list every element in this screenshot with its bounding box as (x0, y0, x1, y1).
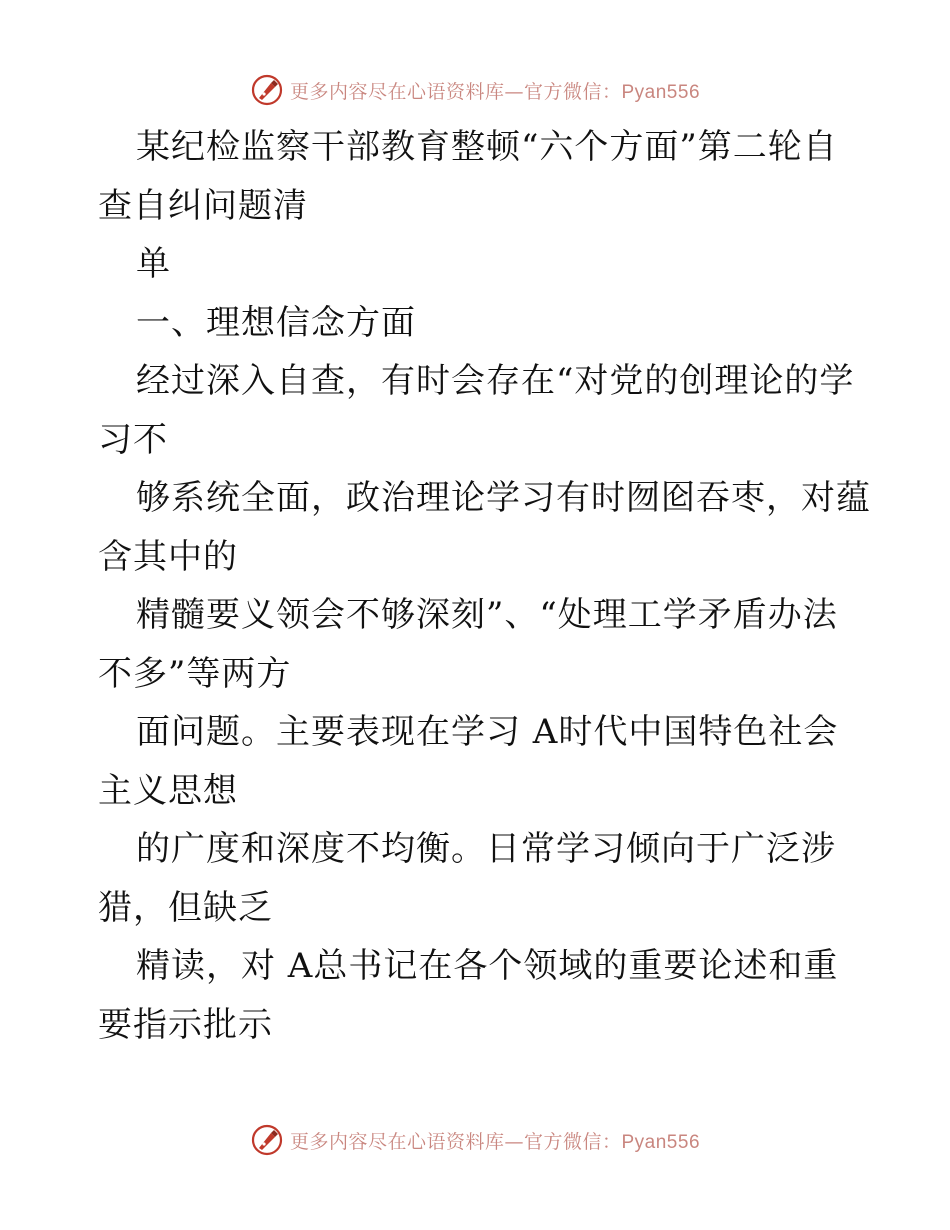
watermark-label: 更多内容尽在心语资料库—官方微信： (289, 80, 622, 103)
pen-nib-logo-icon (250, 73, 284, 107)
text-line: 要指示批示 (98, 1004, 273, 1045)
text-line: 单 (136, 244, 171, 284)
pen-nib-logo-icon (250, 1123, 284, 1157)
watermark-handle: Pyan556 (621, 1131, 701, 1153)
text-line: 面问题。主要表现在学习 A时代中国特色社会 (136, 712, 839, 752)
watermark-text (290, 77, 700, 104)
watermark-text (290, 1127, 700, 1154)
text-line: 猎，但缺乏 (98, 887, 273, 928)
text-line: 够系统全面，政治理论学习有时囫囵吞枣，对蕴 (136, 478, 871, 518)
header-watermark (0, 70, 950, 110)
text-line: 经过深入自查，有时会存在“对党的创理论的学 (136, 361, 855, 401)
text-line: 某纪检监察干部教育整顿“六个方面”第二轮自 (136, 127, 838, 167)
footer-watermark (0, 1120, 950, 1160)
text-line: 主义思想 (98, 770, 238, 811)
document-body (98, 118, 871, 1054)
text-line: 查自纠问题清 (98, 185, 308, 226)
text-line: 不多”等两方 (98, 653, 292, 694)
watermark-handle: Pyan556 (621, 81, 701, 103)
text-line: 习不 (98, 419, 168, 460)
text-line: 精读，对 A总书记在各个领域的重要论述和重 (136, 946, 839, 986)
text-line: 一、理想信念方面 (136, 302, 416, 343)
watermark-label: 更多内容尽在心语资料库—官方微信： (289, 1130, 622, 1153)
text-line: 精髓要义领会不够深刻”、“处理工学矛盾办法 (136, 595, 838, 635)
text-line: 含其中的 (98, 536, 238, 577)
text-line: 的广度和深度不均衡。日常学习倾向于广泛涉 (136, 829, 836, 869)
